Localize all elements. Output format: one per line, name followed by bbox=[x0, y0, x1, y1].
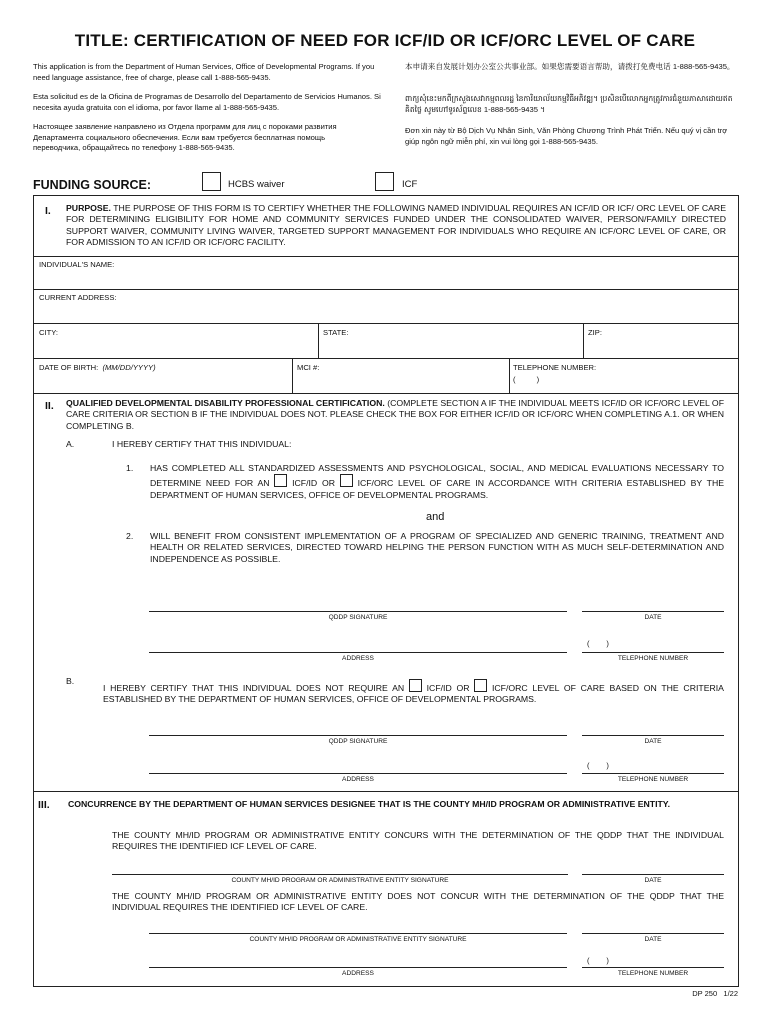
telephone-paren-a: ( ) bbox=[587, 639, 609, 648]
section-2b-mid: ICF/ID OR bbox=[426, 683, 470, 693]
divider bbox=[33, 393, 739, 394]
dob-format: (MM/DD/YYYY) bbox=[102, 363, 156, 372]
item-1-icfid-checkbox[interactable] bbox=[274, 474, 287, 487]
divider bbox=[509, 358, 510, 393]
county-signature-caption-not-concur: COUNTY MH/ID PROGRAM OR ADMINISTRATIVE ENTITY SIGNATURE bbox=[249, 936, 467, 943]
divider bbox=[33, 256, 739, 257]
zip-field[interactable] bbox=[586, 338, 736, 357]
section-2-text: (COMPLETE SECTION A IF THE INDIVIDUAL MEETS ICF/ID OR ICF/ORC LEVEL OF CARE CRITERIA OR SECTION B IF THE INDIVIDUAL DOES NOT. PLEASE CHECK THE BOX FOR EITHER ICF/ID OR ICF/ORC WHEN COMPLETING A.1. OR WHEN COMPLETING B. bbox=[66, 398, 724, 431]
funding-source-label: FUNDING SOURCE: bbox=[33, 178, 152, 192]
date-line-b[interactable] bbox=[582, 735, 724, 736]
section-3-concur-text: THE COUNTY MH/ID PROGRAM OR ADMINISTRATIVE ENTITY CONCURS WITH THE DETERMINATION OF THE QDDP THAT THE INDIVIDUAL REQUIRES THE IDENTIFIED ICF LEVEL OF CARE. bbox=[112, 830, 724, 852]
notice-english: This application is from the Department of Human Services, Office of Developmental Programs. If you need language assistance, free of charge, please call 1-888-565-9435. bbox=[33, 62, 375, 82]
item-2-text: WILL BENEFIT FROM CONSISTENT IMPLEMENTATION OF A PROGRAM OF SPECIALIZED AND GENERIC TRAINING, TREATMENT AND HEALTH OR RELATED SERVICES, DIRECTED TOWARD HELPING THE PERSON FUNCTION WITH AS MUCH SELF-DETERMINATION AND INDEPENDENCE AS POSSIBLE. bbox=[150, 531, 724, 564]
telephone-caption-a: TELEPHONE NUMBER bbox=[617, 655, 689, 662]
telephone-label: TELEPHONE NUMBER: bbox=[513, 363, 597, 372]
section-2b-label: B. bbox=[66, 676, 75, 686]
and-connector: and bbox=[426, 511, 445, 523]
mci-field[interactable] bbox=[295, 373, 507, 392]
section-3-numeral: III. bbox=[38, 799, 50, 811]
telephone-paren-c: ( ) bbox=[587, 956, 609, 965]
section-3-not-concur-text: THE COUNTY MH/ID PROGRAM OR ADMINISTRATIVE ENTITY DOES NOT CONCUR WITH THE DETERMINATION OF THE QDDP THAT THE INDIVIDUAL REQUIRES THE IDENTIFIED ICF LEVEL OF CARE. bbox=[112, 891, 724, 913]
city-field[interactable] bbox=[36, 338, 316, 357]
dob-label-text: DATE OF BIRTH: bbox=[39, 363, 99, 372]
divider bbox=[33, 358, 739, 359]
section-1-purpose bbox=[66, 203, 726, 249]
section-2b-post: ICF/ORC LEVEL OF CARE BASED ON THE CRITERIA ESTABLISHED BY THE DEPARTMENT OF HUMAN SERVICES, OFFICE OF DEVELOPMENTAL PROGRAMS. bbox=[103, 683, 724, 705]
notice-khmer: ពាក្យសុំនេះមកពីក្រសួងសេវាកម្មពលរដ្ឋ នៃការិយាល័យកម្មវិធីអភិវឌ្ឍ។ ប្រសិនបើលោកអ្នកត្រូវការជំនួយភាសាដោយឥតគិតថ្លៃ សូមហៅទូរស័ព្ទលេខ 1-888-565-9435 ។ bbox=[405, 94, 733, 114]
section-2b-pre: I HEREBY CERTIFY THAT THIS INDIVIDUAL DOES NOT REQUIRE AN bbox=[103, 683, 405, 693]
section-1-heading: PURPOSE. bbox=[66, 203, 111, 213]
telephone-paren-b: ( ) bbox=[587, 761, 609, 770]
form-id: DP 250 1/22 bbox=[692, 989, 738, 998]
county-signature-caption-concur: COUNTY MH/ID PROGRAM OR ADMINISTRATIVE ENTITY SIGNATURE bbox=[231, 877, 449, 884]
item-1-icforc-checkbox[interactable] bbox=[340, 474, 353, 487]
address-caption-b: ADDRESS bbox=[342, 776, 374, 783]
item-1-post: ICF/ORC LEVEL OF CARE IN ACCORDANCE WITH CRITERIA ESTABLISHED BY THE DEPARTMENT OF HUMAN SERVICES, OFFICE OF DEVELOPMENTAL PROGRAMS. bbox=[150, 478, 725, 500]
item-1-pre: HAS COMPLETED ALL STANDARDIZED ASSESSMENTS AND PSYCHOLOGICAL, SOCIAL, AND MEDICAL EVALUATIONS NECESSARY TO DETERMINE NEED FOR AN bbox=[150, 463, 724, 489]
hcbs-waiver-label: HCBS waiver bbox=[228, 179, 285, 190]
qddp-signature-line-b[interactable] bbox=[149, 735, 567, 736]
section-2b-text bbox=[103, 679, 724, 706]
section-2b-icforc-checkbox[interactable] bbox=[474, 679, 487, 692]
section-2-intro bbox=[66, 398, 724, 432]
section-3-heading: CONCURRENCE BY THE DEPARTMENT OF HUMAN SERVICES DESIGNEE THAT IS THE COUNTY MH/ID PROGRAM OR ADMINISTRATIVE ENTITY. bbox=[68, 799, 671, 809]
individual-name-label: INDIVIDUAL'S NAME: bbox=[39, 260, 115, 269]
divider bbox=[33, 791, 739, 792]
section-2b-icfid-checkbox[interactable] bbox=[409, 679, 422, 692]
telephone-field[interactable] bbox=[512, 373, 736, 392]
date-caption-b: DATE bbox=[644, 738, 662, 745]
divider bbox=[583, 323, 584, 358]
county-signature-line-not-concur[interactable] bbox=[149, 933, 567, 934]
dob-field[interactable] bbox=[36, 373, 290, 392]
notice-vietnamese: Đơn xin này từ Bộ Dịch Vụ Nhân Sinh, Văn Phòng Chương Trình Phát Triển. Nếu quý vị cần trợ giúp ngôn ngữ miễn phí, xin vui lòng gọi 1-888-565-9435. bbox=[405, 126, 728, 146]
dob-label bbox=[39, 363, 156, 372]
date-line-a[interactable] bbox=[582, 611, 724, 612]
individual-name-field[interactable] bbox=[36, 270, 736, 289]
section-2-heading: QUALIFIED DEVELOPMENTAL DISABILITY PROFESSIONAL CERTIFICATION. bbox=[66, 398, 385, 408]
date-caption-a: DATE bbox=[644, 614, 662, 621]
date-caption-not-concur: DATE bbox=[644, 936, 662, 943]
address-line-a[interactable] bbox=[149, 652, 567, 653]
item-1-mid: ICF/ID OR bbox=[292, 478, 335, 489]
icf-checkbox[interactable] bbox=[375, 172, 394, 191]
telephone-line-b[interactable] bbox=[582, 773, 724, 774]
telephone-line-c[interactable] bbox=[582, 967, 724, 968]
section-2a-label: A. bbox=[66, 439, 75, 449]
section-2a-text: I HEREBY CERTIFY THAT THIS INDIVIDUAL: bbox=[112, 439, 292, 449]
section-1-numeral: I. bbox=[45, 205, 51, 217]
divider bbox=[292, 358, 293, 393]
mci-label: MCI #: bbox=[297, 363, 320, 372]
item-1-number: 1. bbox=[126, 463, 134, 473]
county-signature-line-concur[interactable] bbox=[112, 874, 568, 875]
hcbs-waiver-checkbox[interactable] bbox=[202, 172, 221, 191]
date-caption-concur: DATE bbox=[644, 877, 662, 884]
notice-russian: Настоящее заявление направлено из Отдела программ для лиц с порoками развития Департамента социального обеспечения. Если вам требуется бесплатная помощь переводчика, обращайтесь по телефону 1-888-565-9435. bbox=[33, 122, 337, 152]
date-line-not-concur[interactable] bbox=[582, 933, 724, 934]
item-1-text bbox=[150, 463, 724, 501]
telephone-caption-b: TELEPHONE NUMBER bbox=[617, 776, 689, 783]
divider bbox=[33, 323, 739, 324]
notice-spanish: Esta solicitud es de la Oficina de Programas de Desarrollo del Departamento de Servicios Humanos. Si necesita ayuda gratuita con el idioma, por favor llame al 1-888-565-9435. bbox=[33, 92, 381, 112]
notice-chinese: 本申请来自发展计划办公室公共事业部。如果您需要语言帮助，请拨打免费电话 1-888-565-9435。 bbox=[405, 62, 735, 71]
address-caption-c: ADDRESS bbox=[342, 970, 374, 977]
date-line-concur[interactable] bbox=[582, 874, 724, 875]
form-title: TITLE: CERTIFICATION OF NEED FOR ICF/ID OR ICF/ORC LEVEL OF CARE bbox=[74, 31, 696, 50]
section-2-numeral: II. bbox=[45, 400, 54, 412]
address-line-c[interactable] bbox=[149, 967, 567, 968]
telephone-line-a[interactable] bbox=[582, 652, 724, 653]
divider bbox=[318, 323, 319, 358]
item-2-number: 2. bbox=[126, 531, 134, 541]
current-address-label: CURRENT ADDRESS: bbox=[39, 293, 117, 302]
qddp-signature-line-a[interactable] bbox=[149, 611, 567, 612]
current-address-field[interactable] bbox=[36, 303, 736, 323]
icf-label: ICF bbox=[402, 179, 418, 190]
section-1-text: THE PURPOSE OF THIS FORM IS TO CERTIFY WHETHER THE FOLLOWING NAMED INDIVIDUAL REQUIRES AN ICF/ID OR ICF/ ORC LEVEL OF CARE FOR DETERMINING ELIGIBILITY FOR HOME AND COMMUNITY SERVICES FUNDED UNDER THE CONSOLIDATED WAIVER, PERSON/FAMILY DIRECTED SUPPORT WAIVER, COMMUNITY LIVING WAIVER, TARGETED SUPPORT MANAGEMENT FOR INDIVIDUALS WHO REQUIRE AN ICF/ORC LEVEL OF CARE, OR FOR ADMISSION TO AN ICF/ID OR ICF/ORC FACILITY. bbox=[66, 203, 726, 248]
state-label: STATE: bbox=[323, 328, 349, 337]
address-caption-a: ADDRESS bbox=[342, 655, 374, 662]
city-label: CITY: bbox=[39, 328, 58, 337]
telephone-paren: ( ) bbox=[513, 375, 540, 384]
state-field[interactable] bbox=[321, 338, 581, 357]
divider bbox=[33, 289, 739, 290]
qddp-signature-caption-b: QDDP SIGNATURE bbox=[328, 738, 388, 745]
qddp-signature-caption-a: QDDP SIGNATURE bbox=[328, 614, 388, 621]
address-line-b[interactable] bbox=[149, 773, 567, 774]
telephone-caption-c: TELEPHONE NUMBER bbox=[617, 970, 689, 977]
zip-label: ZIP: bbox=[588, 328, 602, 337]
